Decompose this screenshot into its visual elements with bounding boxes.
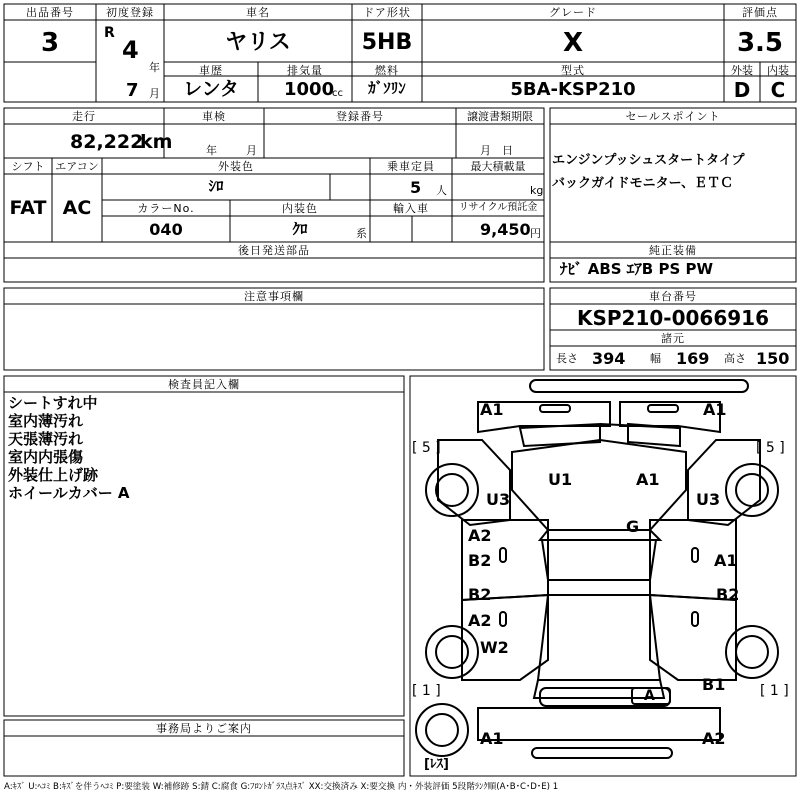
damage-mark-left-rear-door: A2 — [468, 611, 492, 630]
interior-color: ｸﾛ — [292, 220, 308, 238]
tire-rear-left: [ 1 ] — [412, 683, 441, 699]
damage-mark-right-rear-door: B2 — [716, 585, 740, 604]
inspection-year-unit: 年 — [206, 144, 217, 157]
model-label: 型式 — [561, 64, 585, 77]
registration-number-label: 登録番号 — [336, 110, 384, 123]
air-conditioner: AC — [62, 197, 92, 219]
lot-number: 3 — [40, 28, 60, 58]
sales-point: バックガイドモニター、ＥＴＣ — [552, 176, 734, 191]
ac-label: エアコン — [55, 160, 99, 173]
spare-tire-mark: [ﾚｽ] — [424, 757, 449, 772]
inspection-label: 車検 — [202, 110, 226, 123]
damage-mark-left-rear-fender: W2 — [480, 638, 509, 657]
dimensions-label: 諸元 — [661, 332, 685, 345]
diagram-frame — [410, 376, 796, 776]
recycle-deposit-unit: 円 — [530, 227, 541, 240]
damage-mark-left-fender: U3 — [486, 490, 511, 509]
width: 169 — [676, 349, 710, 368]
displacement-label: 排気量 — [287, 64, 323, 77]
displacement: 1000 — [284, 79, 335, 100]
shift: FAT — [9, 197, 47, 219]
fuel: ｶﾞｿﾘﾝ — [368, 79, 406, 97]
damage-mark-hood-left: U1 — [548, 470, 573, 489]
max-load-unit: kg — [530, 184, 544, 197]
sales-point: エンジンプッシュスタートタイプ — [552, 153, 745, 168]
mileage: 82,222 — [70, 131, 144, 153]
grade-label: グレード — [549, 6, 597, 19]
exterior-grade: D — [733, 78, 751, 102]
damage-mark-right-front-door: A1 — [714, 551, 738, 570]
chassis-number: KSP210-0066916 — [576, 306, 770, 330]
damage-mark-left-front-door: B2 — [468, 551, 492, 570]
color-number-label: カラーNo. — [137, 202, 195, 215]
length-label: 長さ — [556, 352, 578, 365]
mileage-label: 走行 — [72, 110, 96, 123]
damage-mark-left-rear-door: B2 — [468, 585, 492, 604]
inspector-note: 室内内張傷 — [8, 448, 84, 466]
grade: X — [562, 28, 584, 58]
first-registration-label: 初度登録 — [106, 6, 154, 19]
transfer-deadline-label: 譲渡書類期限 — [467, 110, 533, 123]
transfer-deadline-unit: 月 日 — [480, 144, 513, 157]
office-notice-label: 事務局よりご案内 — [156, 722, 252, 735]
lot-label: 出品番号 — [26, 6, 74, 19]
width-label: 幅 — [650, 352, 661, 365]
inspector-notes-label: 検査員記入欄 — [168, 378, 240, 391]
color-number: 040 — [149, 220, 183, 239]
interior-color-label: 内装色 — [282, 202, 318, 215]
score: 3.5 — [736, 28, 784, 58]
damage-mark-left-front-door: A2 — [468, 526, 492, 545]
fuel-label: 燃料 — [375, 64, 399, 77]
tire-front-left: [ 5 ] — [412, 440, 441, 456]
damage-mark-roof: G — [626, 517, 640, 536]
caution-label: 注意事項欄 — [244, 290, 304, 303]
interior-color-unit: 系 — [356, 227, 367, 240]
inspection-month-unit: 月 — [246, 144, 257, 157]
capacity: 5 — [410, 178, 422, 197]
sales-points-label: セールスポイント — [625, 110, 721, 123]
import-label: 輸入車 — [393, 202, 429, 215]
car-name: ヤリス — [225, 30, 291, 55]
era: R — [104, 25, 115, 41]
door-label: ドア形状 — [363, 6, 411, 19]
model: 5BA-KSP210 — [510, 79, 636, 100]
car-name-label: 車名 — [246, 6, 270, 19]
damage-mark-right-rear-fender: B1 — [702, 675, 726, 694]
body-color: ｼﾛ — [208, 177, 224, 195]
height: 150 — [756, 349, 790, 368]
chassis-number-label: 車台番号 — [649, 290, 697, 303]
tire-rear-right: [ 1 ] — [760, 683, 789, 699]
recycle-deposit: 9,450 — [480, 220, 531, 239]
door-type: 5HB — [361, 30, 413, 55]
inspector-note: ホイールカバー A — [8, 484, 130, 502]
body-color-label: 外装色 — [218, 160, 254, 173]
inspector-note: シートすれ中 — [8, 394, 98, 412]
recycle-deposit-label: リサイクル預託金 — [458, 202, 538, 213]
height-label: 高さ — [724, 352, 746, 365]
history: レンタ — [183, 78, 239, 100]
later-parts-label: 後日発送部品 — [238, 244, 310, 257]
interior-grade: C — [770, 78, 786, 102]
displacement-unit: cc — [332, 88, 343, 99]
year-unit: 年 — [149, 61, 160, 74]
inspector-note: 天張薄汚れ — [8, 430, 84, 448]
damage-mark-rear-left: A1 — [480, 729, 504, 748]
equipment-label: 純正装備 — [649, 244, 697, 257]
score-label: 評価点 — [742, 6, 778, 19]
tire-front-right: [ 5 ] — [756, 440, 785, 456]
inspector-note: 室内薄汚れ — [8, 412, 84, 430]
inspector-note: 外装仕上げ跡 — [8, 466, 99, 484]
damage-mark-rear-right: A2 — [702, 729, 726, 748]
equipment: ﾅﾋﾞ ABS ｴｱB PS PW — [560, 260, 714, 278]
damage-mark-front-left: A1 — [480, 400, 504, 419]
damage-mark-tailgate: A — [644, 688, 655, 704]
history-label: 車歴 — [199, 64, 223, 77]
damage-mark-right-fender: U3 — [696, 490, 721, 509]
mileage-unit: km — [140, 131, 173, 153]
capacity-label: 乗車定員 — [387, 160, 435, 173]
interior-label: 内装 — [767, 64, 789, 77]
shift-label: シフト — [11, 160, 45, 173]
damage-legend: A:ｷｽﾞ U:ﾍｺﾐ B:ｷｽﾞを伴うﾍｺﾐ P:要塗装 W:補修跡 S:錆 C:腐食 G:ﾌﾛﾝﾄｶﾞﾗｽ点ｷｽﾞ XX:交換済み X:要交換 内・外装評価 5段階ﾗﾝｸ順(A･B･C･D･E) 1 — [4, 782, 559, 792]
exterior-label: 外装 — [731, 64, 753, 77]
length: 394 — [592, 349, 626, 368]
reg-month: 7 — [126, 80, 139, 101]
max-load-label: 最大積載量 — [470, 160, 526, 173]
month-unit: 月 — [149, 87, 160, 100]
damage-mark-hood-right: A1 — [636, 470, 660, 489]
capacity-unit: 人 — [436, 184, 447, 197]
damage-mark-front-right: A1 — [703, 400, 727, 419]
reg-year: 4 — [122, 36, 139, 64]
